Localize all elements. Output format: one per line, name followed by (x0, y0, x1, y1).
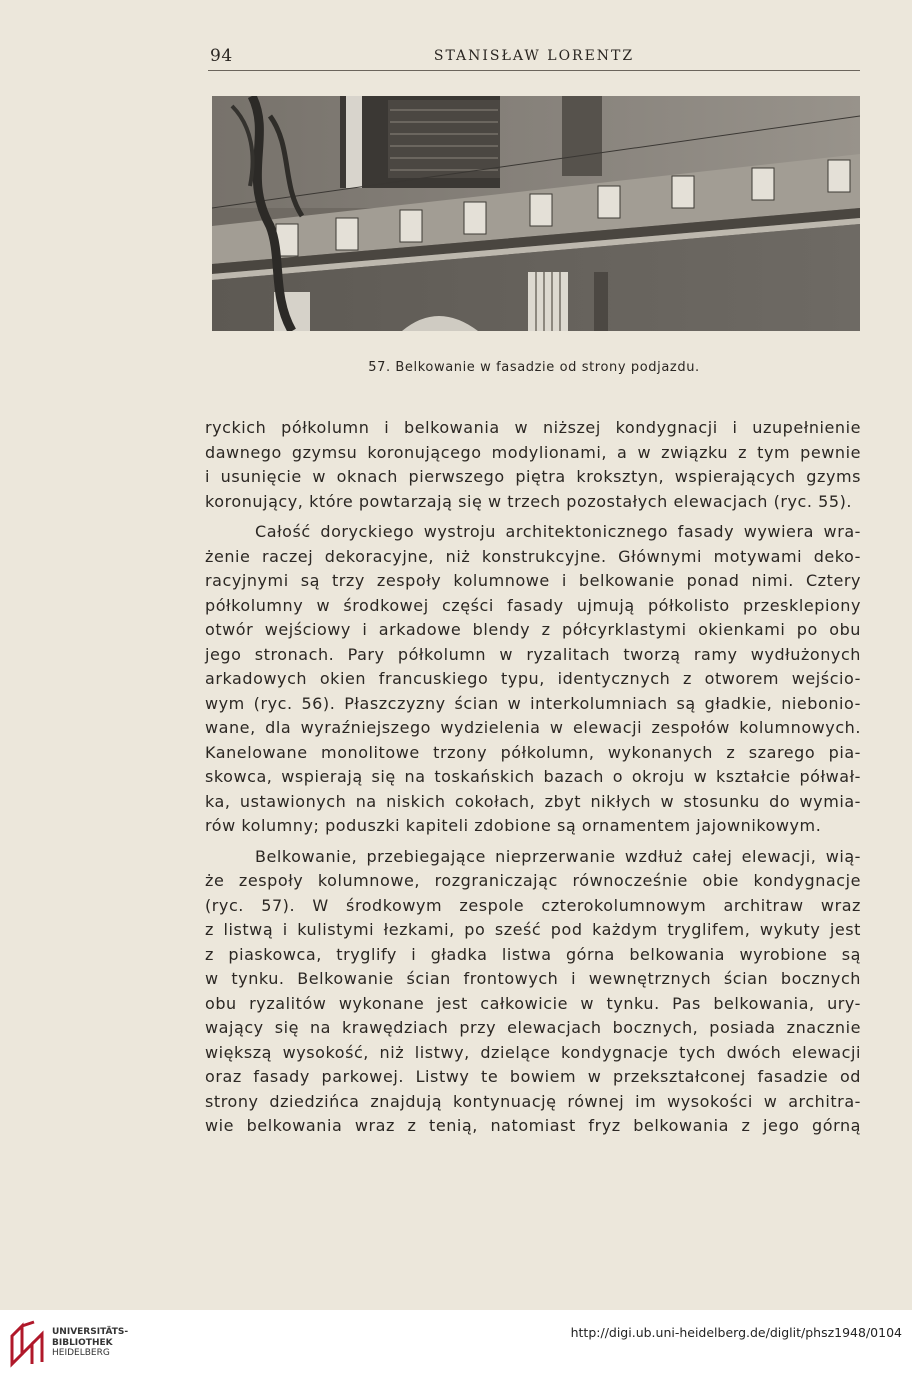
text-line: arkadowych okien francuskiego typu, identycznych z otworem wejścio- (205, 669, 861, 688)
library-name-line: HEIDELBERG (52, 1348, 110, 1358)
library-name (52, 1327, 128, 1359)
paragraph-3 (205, 845, 861, 1139)
text-line: strony dziedzińca znajdują kontynuację równej im wysokości w architra- (205, 1091, 861, 1111)
photo-illustration (212, 96, 860, 331)
text-line: koronujący, które powtarzają się w trzech pozostałych elewacjach (ryc. 55). (205, 491, 853, 511)
text-line: że zespoły kolumnowe, rozgraniczając równocześnie obie kondygnacje (205, 871, 861, 890)
text-line: wający się na krawędziach przy elewacjach bocznych, posiada znacznie (205, 1018, 861, 1037)
body-text (205, 416, 861, 1139)
text-line: w tynku. Belkowanie ścian frontowych i wewnętrznych ścian bocznych (205, 969, 861, 988)
text-line: (ryc. 57). W środkowym zespole czterokolumnowym architraw wraz (205, 895, 861, 915)
running-title: STANISŁAW LORENTZ (433, 48, 635, 64)
text-line: żenie raczej dekoracyjne, niż konstrukcyjne. Głównymi motywami deko- (205, 546, 861, 566)
digitization-footer (0, 1310, 912, 1376)
text-line: wane, dla wyraźniejszego wydzielenia w elewacji zespołów kolumnowych. (205, 718, 861, 737)
text-line: otwór wejściowy i arkadowe blendy z półcyrklastymi okienkami po obu (205, 620, 861, 639)
text-line: z piaskowca, tryglify i gładka listwa górna belkowania wyrobione są (205, 944, 861, 964)
text-line: wie belkowania wraz z tenią, natomiast fryz belkowania z jego górną (205, 1116, 861, 1135)
text-line: większą wysokość, niż listwy, dzielące kondygnacje tych dwóch elewacji (205, 1042, 861, 1062)
library-logo-icon (8, 1318, 46, 1368)
text-line: wym (ryc. 56). Płaszczyzny ścian w interkolumniach są gładkie, niebonio- (205, 693, 861, 713)
text-line: Belkowanie, przebiegające nieprzerwanie wzdłuż całej elewacji, wią- (255, 846, 861, 866)
text-line: i usunięcie w oknach pierwszego piętra kroksztyn, wspierających gzyms (205, 467, 861, 486)
text-line: Kanelowane monolitowe trzony półkolumn, wykonanych z szarego pia- (205, 742, 861, 762)
text-line: z listwą i kulistymi łezkami, po sześć pod każdym tryglifem, wykuty jest (205, 920, 861, 939)
paragraph-1 (205, 416, 861, 514)
text-line: jego stronach. Pary półkolumn w ryzalitach tworzą ramy wydłużonych (205, 644, 861, 664)
library-name-line: BIBLIOTHEK (52, 1337, 113, 1348)
text-line: racyjnymi są trzy zespoły kolumnowe i belkowanie ponad nimi. Cztery (205, 571, 861, 590)
text-line: oraz fasady parkowej. Listwy te bowiem w przekształconej fasadzie od (205, 1067, 861, 1086)
page-number: 94 (210, 46, 233, 66)
text-line: dawnego gzymsu koronującego modylionami, a w związku z tym pewnie (205, 442, 861, 462)
permalink-url[interactable]: http://digi.ub.uni-heidelberg.de/diglit/phsz1948/0104 (570, 1325, 902, 1340)
text-line: rów kolumny; poduszki kapiteli zdobione są ornamentem jajownikowym. (205, 816, 822, 835)
text-line: obu ryzalitów wykonane jest całkowicie w tynku. Pas belkowania, ury- (205, 993, 861, 1013)
figure-photograph-entablature (212, 96, 860, 331)
text-line: skowca, wspierają się na toskańskich bazach o okroju w kształcie półwał- (205, 767, 861, 786)
running-header (208, 44, 860, 71)
text-line: ryckich półkolumn i belkowania w niższej kondygnacji i uzupełnienie (205, 418, 861, 437)
figure-caption: 57. Belkowanie w fasadzie od strony podjazdu. (368, 360, 700, 375)
text-line: półkolumny w środkowej części fasady ujmują półkolisto przesklepiony (205, 595, 861, 615)
text-line: ka, ustawionych na niskich cokołach, zbyt nikłych w stosunku do wymia- (205, 791, 861, 811)
text-line: Całość doryckiego wystroju architektonicznego fasady wywiera wra- (255, 522, 861, 541)
library-name-line: UNIVERSITÄTS- (52, 1327, 129, 1337)
paragraph-2 (205, 520, 861, 839)
